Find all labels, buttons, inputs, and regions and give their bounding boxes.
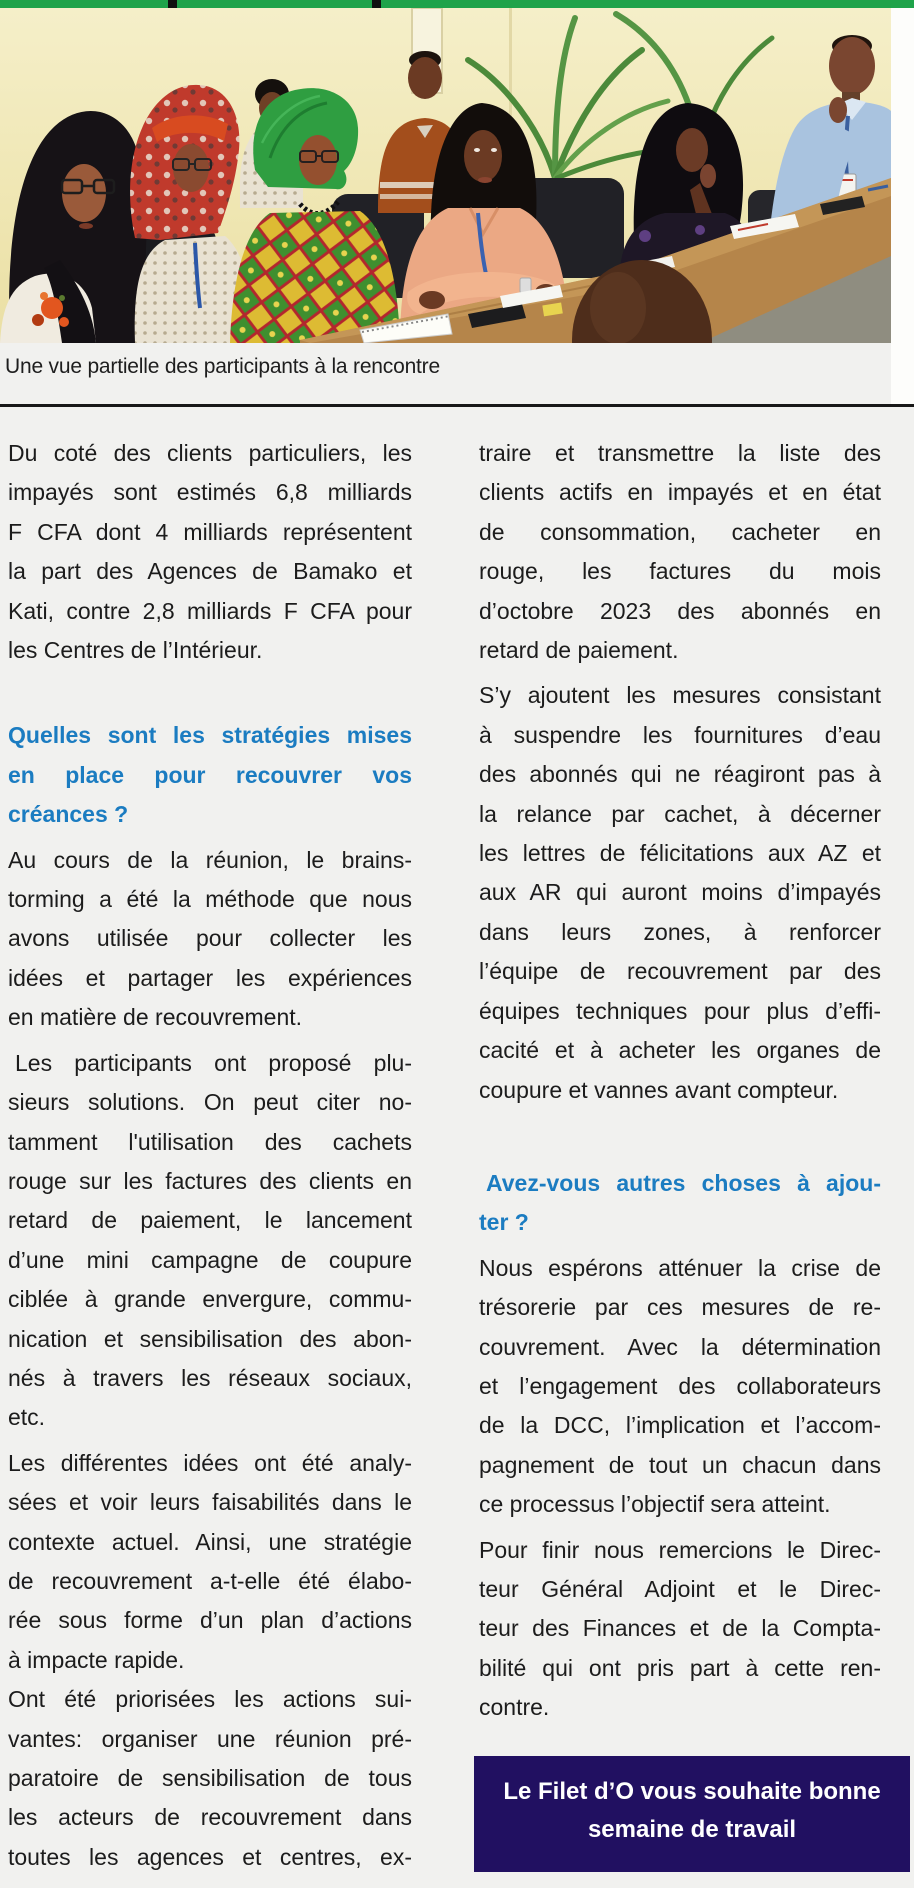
body-line: pagnement de tout un chacun dans bbox=[479, 1451, 881, 1478]
body-line: nés à travers les réseaux sociaux, bbox=[8, 1364, 412, 1391]
body-line: Le Filet d’O vous souhaite bonne bbox=[503, 1778, 881, 1805]
body-line: etc. bbox=[8, 1404, 46, 1431]
body-line: ciblée à grande envergure, commu- bbox=[8, 1286, 412, 1313]
body-line: les acteurs de recouvrement dans bbox=[8, 1804, 412, 1831]
body-line: avons utilisée pour collecter les bbox=[8, 925, 412, 952]
body-line: toutes les agences et centres, ex- bbox=[8, 1843, 412, 1870]
body-line: Les différentes idées ont été analy- bbox=[8, 1449, 412, 1476]
caption-band bbox=[0, 343, 891, 404]
body-line: retard de paiement. bbox=[479, 637, 679, 664]
body-line: Kati, contre 2,8 milliards F CFA pour bbox=[8, 597, 412, 624]
body-line: les lettres de félicitations aux AZ et bbox=[479, 840, 881, 867]
body-line: nication et sensibilisation des abon- bbox=[8, 1325, 412, 1352]
body-line: contre. bbox=[479, 1694, 550, 1721]
body-line: ce processus l’objectif sera atteint. bbox=[479, 1491, 831, 1518]
body-line: rouge sur les factures des clients en bbox=[8, 1167, 412, 1194]
heading-line: créances ? bbox=[8, 801, 129, 828]
body-line: bilité qui ont pris part à cette ren- bbox=[479, 1654, 881, 1681]
body-line: rée sous forme d’un plan d’actions bbox=[8, 1607, 412, 1634]
footer-banner bbox=[474, 1756, 910, 1872]
body-line: S’y ajoutent les mesures consistant bbox=[479, 682, 881, 709]
body-line: l’équipe de recouvrement par des bbox=[479, 958, 881, 985]
heading-line: en place pour recouvrer vos bbox=[8, 761, 412, 788]
body-line: de recouvrement a-t-elle été élabo- bbox=[8, 1567, 412, 1594]
body-line: Ont été priorisées les actions sui- bbox=[8, 1686, 412, 1713]
body-line: semaine de travail bbox=[587, 1816, 797, 1843]
body-line: de consommation, cacheter en bbox=[479, 518, 881, 545]
body-line: Du coté des clients particuliers, les bbox=[8, 440, 412, 466]
body-line: teur Général Adjoint et le Direc- bbox=[479, 1575, 881, 1602]
heading-line: Quelles sont les stratégies mises bbox=[8, 722, 412, 749]
body-line: vantes: organiser une réunion pré- bbox=[8, 1725, 412, 1752]
body-line: couvrement. Avec la détermination bbox=[479, 1333, 881, 1360]
body-line: rouge, les factures du mois bbox=[479, 558, 881, 585]
body-line: sieurs solutions. On peut citer no- bbox=[8, 1089, 412, 1116]
body-line: les Centres de l’Intérieur. bbox=[8, 637, 263, 664]
photo-caption: Une vue partielle des participants à la rencontre bbox=[5, 355, 440, 378]
body-line: clients actifs en impayés et en état bbox=[479, 479, 881, 506]
body-line: torming a été la méthode que nous bbox=[8, 886, 412, 913]
body-line: tamment l'utilisation des cachets bbox=[8, 1128, 412, 1155]
body-line: traire et transmettre la liste des bbox=[479, 440, 881, 466]
body-line: de la DCC, l’implication et l’accom- bbox=[479, 1412, 881, 1439]
body-line: F CFA dont 4 milliards représentent bbox=[8, 518, 412, 545]
meeting-photo-illustration bbox=[0, 8, 891, 343]
body-line: idées et partager les expériences bbox=[8, 964, 412, 991]
horizontal-divider bbox=[0, 404, 914, 407]
body-line: d’octobre 2023 des abonnés en bbox=[479, 597, 881, 624]
body-line: cacité et à acheter les organes de bbox=[479, 1037, 881, 1064]
article-column-left bbox=[8, 434, 412, 1877]
body-line: retard de paiement, le lancement bbox=[8, 1207, 412, 1234]
body-line: teur des Finances et de la Compta- bbox=[479, 1615, 881, 1642]
body-line: sées et voir leurs faisabilités dans le bbox=[8, 1489, 412, 1516]
body-line: la part des Agences de Bamako et bbox=[8, 558, 412, 585]
body-line: en matière de recouvrement. bbox=[8, 1004, 303, 1031]
green-bar-tick bbox=[168, 0, 177, 8]
meeting-photo bbox=[0, 8, 891, 343]
body-line: paratoire de sensibilisation de tous bbox=[8, 1765, 412, 1791]
body-line: à impacte rapide. bbox=[8, 1646, 185, 1673]
body-line: la relance par cachet, à décerner bbox=[479, 800, 881, 827]
body-line: coupure et vannes avant compteur. bbox=[479, 1076, 839, 1103]
article-column-right bbox=[479, 434, 881, 1728]
body-line: dans leurs zones, à renforcer bbox=[479, 918, 881, 945]
body-line: d’une mini campagne de coupure bbox=[8, 1246, 412, 1273]
body-line: à suspendre les fournitures d’eau bbox=[479, 721, 881, 748]
heading-line: ter ? bbox=[479, 1209, 529, 1236]
heading-line: Avez-vous autres choses à ajou- bbox=[486, 1169, 881, 1196]
body-line: équipes techniques pour plus d’effi- bbox=[479, 997, 881, 1024]
top-green-bar bbox=[0, 0, 914, 8]
body-line: des abonnés qui ne réagiront pas à bbox=[479, 761, 881, 788]
green-bar-tick bbox=[372, 0, 381, 8]
body-line: et l’engagement des collaborateurs bbox=[479, 1372, 881, 1399]
body-line: trésorerie par ces mesures de re- bbox=[479, 1294, 881, 1321]
right-margin-strip bbox=[891, 8, 914, 404]
body-line: Au cours de la réunion, le brains- bbox=[8, 846, 412, 873]
body-line: Nous espérons atténuer la crise de bbox=[479, 1254, 881, 1281]
body-line: Pour finir nous remercions le Direc- bbox=[479, 1536, 881, 1563]
body-line: Les participants ont proposé plu- bbox=[15, 1049, 412, 1076]
body-line: contexte actuel. Ainsi, une stratégie bbox=[8, 1528, 412, 1555]
body-line: impayés sont estimés 6,8 milliards bbox=[8, 479, 412, 506]
body-line: aux AR qui auront moins d’impayés bbox=[479, 879, 881, 906]
